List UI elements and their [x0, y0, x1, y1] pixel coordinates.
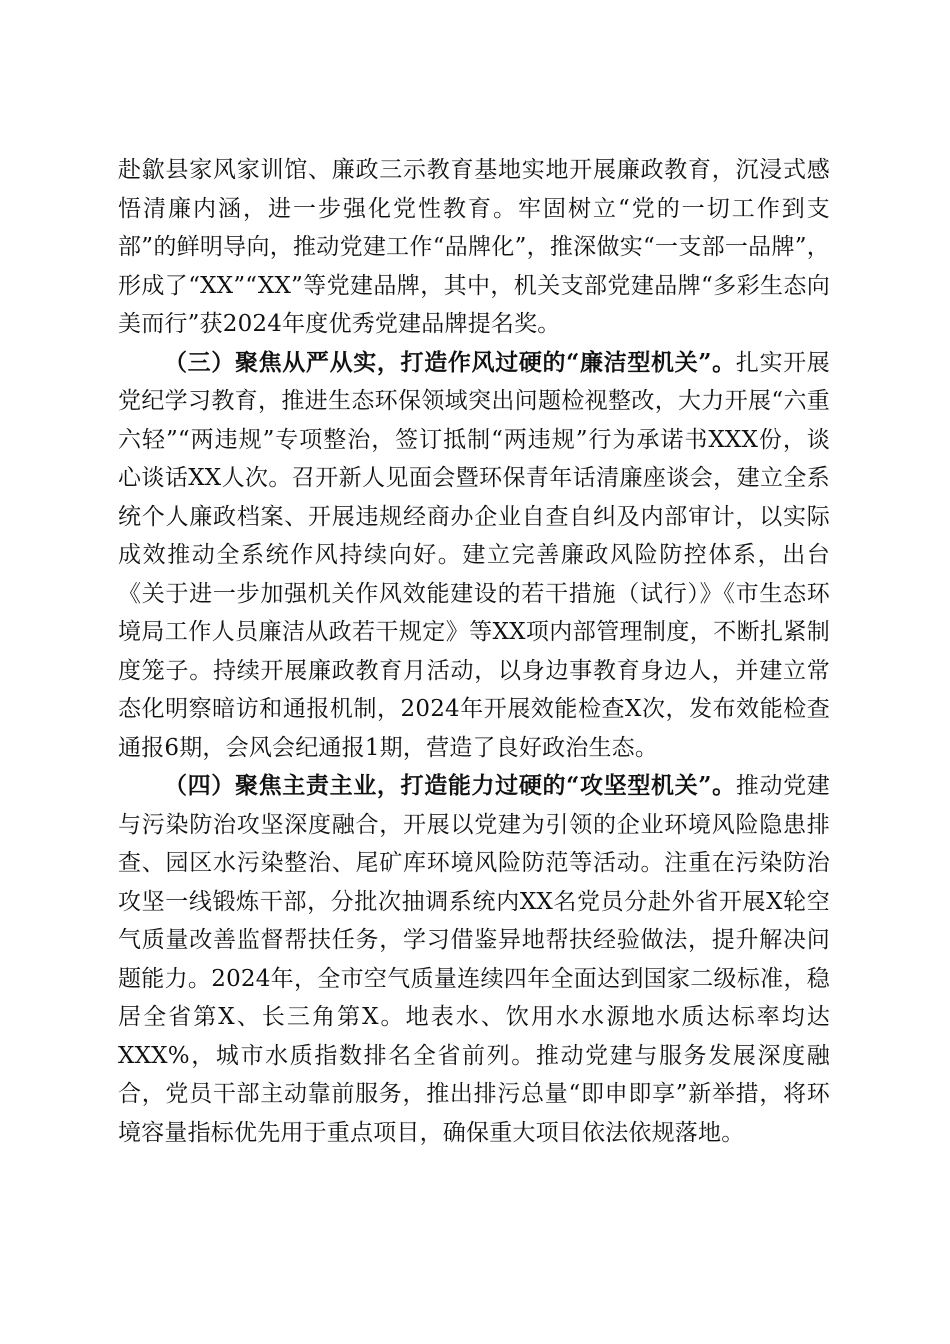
- paragraph-body: 推动党建与污染防治攻坚深度融合，开展以党建为引领的企业环境风险隐患排查、园区水污染整治、尾矿库环境风险防范等活动。注重在污染防治攻坚一线锻炼干部，分批次抽调系统内XX名党员分赴外省开展X轮空气质量改善监督帮扶任务，学习借鉴异地帮扶经验做法，提升解决问题能力。2024年，全市空气质量连续四年全面达到国家二级标准，稳居全省第X、长三角第X。地表水、饮用水水源地水质达标率均达XXX%，城市水质指数排名全省前列。推动党建与服务发展深度融合，党员干部主动靠前服务，推出排污总量“即申即享”新举措，将环境容量指标优先用于重点项目，确保重大项目依法依规落地。: [118, 773, 830, 1146]
- paragraph-body: 赴歙县家风家训馆、廉政三示教育基地实地开展廉政教育，沉浸式感悟清廉内涵，进一步强化党性教育。牢固树立“党的一切工作到支部”的鲜明导向，推动党建工作“品牌化”，推深做实“一支部一品牌”，形成了“XX”“XX”等党建品牌，其中，机关支部党建品牌“多彩生态向美而行”获2024年度优秀党建品牌提名奖。: [118, 157, 830, 337]
- document-body: [118, 151, 830, 1152]
- section-heading: （四）聚焦主责主业，打造能力过硬的“攻坚型机关”。: [164, 772, 736, 799]
- paragraph-section-three: [118, 344, 830, 768]
- paragraph-section-four: [118, 767, 830, 1152]
- section-heading: （三）聚焦从严从实，打造作风过硬的“廉洁型机关”。: [164, 348, 736, 376]
- paragraph-body: 扎实开展党纪学习教育，推进生态环保领域突出问题检视整改，大力开展“六重六轻”“两违规”专项整治，签订抵制“两违规”行为承诺书XXX份，谈心谈话XX人次。召开新人见面会暨环保青年话清廉座谈会，建立全系统个人廉政档案、开展违规经商办企业自查自纠及内部审计，以实际成效推动全系统作风持续向好。建立完善廉政风险防控体系，出台《关于进一步加强机关作风效能建设的若干措施（试行）》《市生态环境局工作人员廉洁从政若干规定》等XX项内部管理制度，不断扎紧制度笼子。持续开展廉政教育月活动，以身边事教育身边人，并建立常态化明察暗访和通报机制，2024年开展效能检查X次，发布效能检查通报6期，会风会纪通报1期，营造了良好政治生态。: [118, 349, 830, 761]
- paragraph-continuation: [118, 151, 830, 344]
